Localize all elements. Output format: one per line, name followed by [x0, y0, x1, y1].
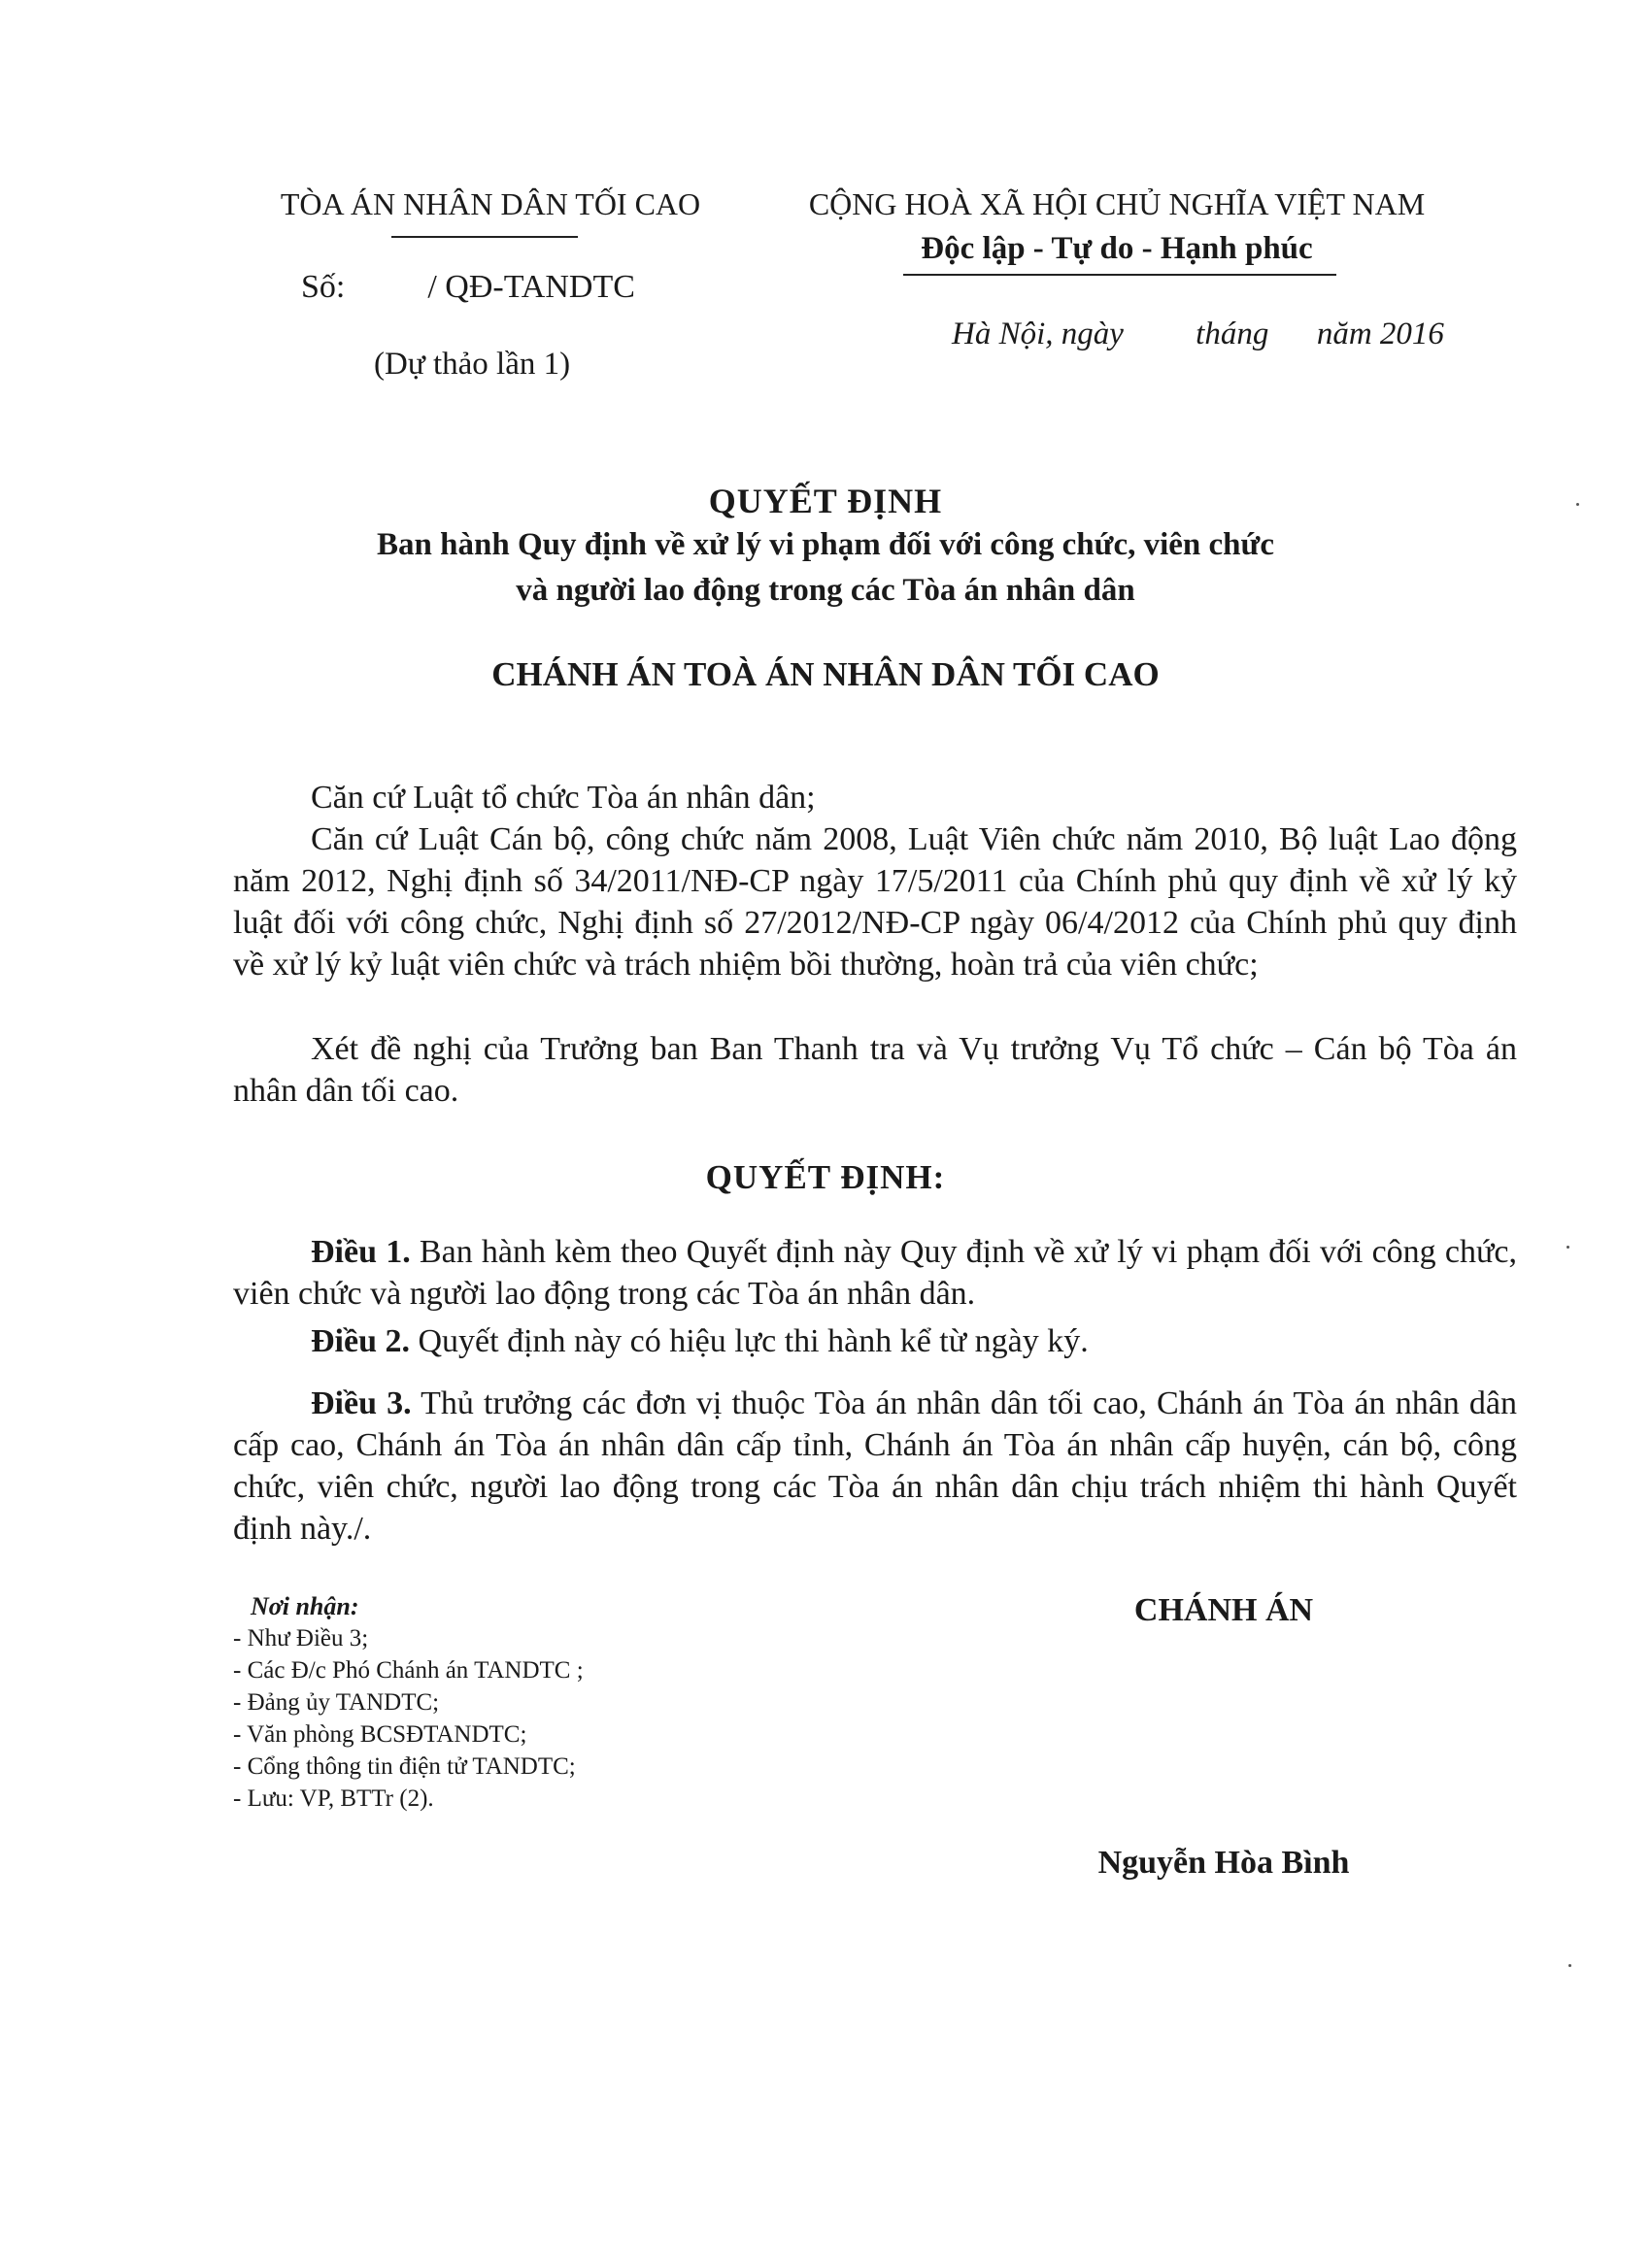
place-and-date: Hà Nội, ngày tháng năm 2016 [952, 317, 1444, 351]
legal-basis-1: Căn cứ Luật tổ chức Tòa án nhân dân; [311, 780, 816, 816]
recipient-item: - Lưu: VP, BTTr (2). [233, 1785, 434, 1812]
national-motto: Độc lập - Tự do - Hạnh phúc [921, 231, 1313, 266]
document-number: Số: / QĐ-TANDTC [301, 269, 635, 305]
article-1 [233, 1231, 1517, 1315]
decision-heading: QUYẾT ĐỊNH: [705, 1158, 946, 1196]
scan-speck [1568, 1964, 1571, 1967]
article-3-text: Thủ trưởng các đơn vị thuộc Tòa án nhân dân tối cao, Chánh án Tòa án nhân dân cấp cao, Chánh án Tòa án nhân dân cấp tỉnh, Chánh án Tòa án nhân cấp huyện, cán bộ, công chức, viên chức, người lao động trong các Tòa án nhân dân chịu trách nhiệm thi hành Quyết định này./. [233, 1385, 1517, 1547]
motto-underline [903, 274, 1336, 276]
issuing-authority: TÒA ÁN NHÂN DÂN TỐI CAO [280, 186, 701, 221]
scan-speck [1576, 503, 1579, 506]
article-3 [233, 1383, 1517, 1550]
document-subtitle-line-2: và người lao động trong các Tòa án nhân dân [516, 573, 1135, 608]
draft-note: (Dự thảo lần 1) [374, 347, 571, 382]
recipient-item: - Đảng ủy TANDTC; [233, 1689, 440, 1716]
document-title: QUYẾT ĐỊNH [708, 482, 943, 520]
signatory-name: Nguyễn Hòa Bình [1097, 1845, 1350, 1881]
article-1-text: Ban hành kèm theo Quyết định này Quy định về xử lý vi phạm đối với công chức, viên chức và người lao động trong các Tòa án nhân dân. [233, 1234, 1518, 1312]
recipients-block [233, 1590, 584, 1815]
recipient-item: - Như Điều 3; [233, 1625, 369, 1651]
national-title: CỘNG HOÀ XÃ HỘI CHỦ NGHĨA VIỆT NAM [808, 186, 1426, 221]
article-2-label: Điều 2. [311, 1323, 410, 1359]
authority-underline [391, 236, 578, 238]
issuing-official-title: CHÁNH ÁN TOÀ ÁN NHÂN DÂN TỐI CAO [491, 655, 1160, 693]
signatory-title: CHÁNH ÁN [1133, 1592, 1314, 1628]
recipient-item: - Văn phòng BCSĐTANDTC; [233, 1721, 527, 1748]
document-subtitle-line-1: Ban hành Quy định về xử lý vi phạm đối với công chức, viên chức [377, 527, 1274, 562]
legal-basis-3: Xét đề nghị của Trưởng ban Ban Thanh tra và Vụ trưởng Vụ Tổ chức – Cán bộ Tòa án nhân dân tối cao. [233, 1031, 1517, 1109]
article-2 [233, 1320, 1517, 1362]
legal-basis-2: Căn cứ Luật Cán bộ, công chức năm 2008, Luật Viên chức năm 2010, Bộ luật Lao động năm 2012, Nghị định số 34/2011/NĐ-CP ngày 17/5/2011 của Chính phủ quy định về xử lý kỷ luật đối với công chức, Nghị định số 27/2012/NĐ-CP ngày 06/4/2012 của Chính phủ quy định về xử lý kỷ luật viên chức và trách nhiệm bồi thường, hoàn trả của viên chức; [233, 821, 1517, 983]
recipients-title: Nơi nhận: [251, 1592, 359, 1620]
scan-speck [1567, 1246, 1569, 1249]
article-1-label: Điều 1. [311, 1234, 411, 1270]
recipient-item: - Cổng thông tin điện tử TANDTC; [233, 1753, 576, 1780]
article-2-text: Quyết định này có hiệu lực thi hành kể từ ngày ký. [410, 1323, 1089, 1359]
recipient-item: - Các Đ/c Phó Chánh án TANDTC ; [233, 1657, 584, 1684]
article-3-label: Điều 3. [311, 1385, 412, 1421]
